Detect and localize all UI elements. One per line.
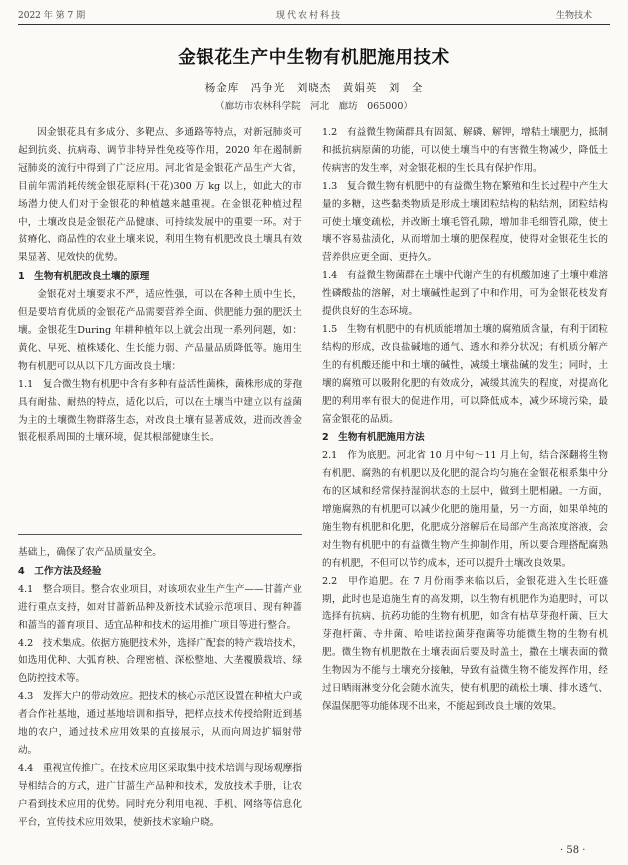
journal-name: 现代农村科技 <box>276 11 343 21</box>
paragraph-1-5: 1.5 生物有机肥中的有机质能增加土壤的腐殖质含量，有利于团粒结构的形成，改良盐碱地的通气、透水和养分状况；有机质分解产生的有机酸还能中和土壤的碱性，减缓土壤盐碱的发生；同时，土壤的腐殖可以吸附化肥的有效成分，减缓其流失的程度，对提高化肥的利用率有很大的促进作用，可以降低成本，减少环境污染，最富金银花的品质。 <box>322 323 608 425</box>
issue-label: 2022 年 第 7 期 <box>18 11 86 21</box>
paragraph-4-3: 4.3 发挥大户的带动效应。把技术的核心示范区设置在种植大户或者合作社基地，通过基地培训和指导，把样点技术传授给附近到基地的农户，通过技术应用效果的直接展示，从而向周边扩辐射带动。 <box>18 691 302 756</box>
paragraph-1-4: 1.4 有益微生物菌群在土壤中代谢产生的有机酸加速了土壤中难溶性磷酸盐的溶解，对土壤碱性起到了中和作用，可为金银花枝发育提供良好的生态环境。 <box>322 270 608 318</box>
right-column <box>322 124 608 716</box>
page-number: · 58 · <box>560 845 586 856</box>
intro-paragraph: 因金银花具有多成分、多靶点、多通路等特点，对新冠肺炎可起到抗炎、抗病毒、调节非特异性免疫等作用，2020 年在遏制新冠肺炎的流行中得到了广泛应用。河北省是金银花产品生产大省，目前年需消耗传统金银花原料(干花)300 万 kg 以上，如此大的市场潜力使人们对于金银花的种植越来越重视。在金银花种植过程中，土壤改良是金银花产品健康、可持续发展中的重要一环。对于贫瘠化、商品性的农业土壤来说，利用生物有机肥改良土壤具有效果显著、见效快的优势。 <box>18 127 302 264</box>
continued-paragraph: 基础上，确保了农产品质量安全。 <box>18 547 162 558</box>
section-heading-2: 2 生物有机肥施用方法 <box>322 432 425 444</box>
left-column-lower <box>18 544 302 832</box>
column-separator-rule <box>18 534 302 535</box>
left-column <box>18 124 302 447</box>
paragraph-4-2: 4.2 技术集成。依据方施肥技术外，选择广配套的特产栽培技术，如选用优种、大弧育秧、合理密植、深松整地、大垄覆膜栽培、绿色防控技术等。 <box>18 637 302 685</box>
running-header <box>0 3 628 21</box>
article-affiliation: （廊坊市农林科学院 河北 廊坊 065000） <box>215 101 413 112</box>
article-authors: 杨金库 冯争光 刘晓杰 黄娟英 刘 全 <box>204 82 424 94</box>
paragraph-2-2: 2.2 甲作追肥。在 7 月份雨季来临以后，金银花进入生长旺盛期，此时也是追施生育的高发期，以生物有机肥作为追肥时，可以选择有抗病、抗药功能的生物有机肥，如含有枯草芽孢杆菌、巨大芽孢杆菌、寺井菌、哈哇诺拉菌芽孢菌等功能微生物的生物有机肥。微生物有机肥散在土壤表面后要及时盖土，撒在土壤表面的微生物因为不能与土壤充分接触，导致有益微生物不能发挥作用，经过日晒雨淋变分化会随水流失，使有机肥的疏松土壤、排水透气、保温保肥等功能体现不出来，不能起到改良土壤的效果。 <box>322 575 608 712</box>
paragraph-1-1: 1.1 复合微生物有机肥中含有多种有益活性菌株，菌株形成的芽孢具有耐盐、耐热的特点，适化以后，可以在土壤当中建立以有益菌为主的土壤微生物群落生态，对改良土壤有显著成效，进而改善金银花根系周围的土壤环境，促其根部健康生长。 <box>18 378 302 444</box>
section-heading-4: 4 工作方法及经验 <box>18 565 102 577</box>
paragraph-4-4: 4.4 重视宣传推广。在技术应用区采取集中技术培训与现场观摩指导相结合的方式，进广甘蔷生产品种和技术，发放技术手册，让农户看到技术应用的优势。同时充分利用电视、手机、网络等信息化平台，宣传技术应用效果，使新技术家喻户晓。 <box>18 762 302 828</box>
section-heading-1: 1 生物有机肥改良土壤的原理 <box>18 271 150 283</box>
section-label: 生物技术 <box>556 11 593 21</box>
paragraph-1-2: 1.2 有益微生物菌群具有固氮、解磷、解钾，增秸土壤肥力，抵制和抵抗病原菌的功能，可以使土壤当中的有害微生物减少，降低土传病害的发生率，对金银花根的生长具有保护作用。 <box>322 127 608 174</box>
paragraph-1-3: 1.3 复合微生物有机肥中的有益微生物在繁殖和生长过程中产生大量的多糖，这些黏类物质是形成土壤团粒结构的粘结剂，团粒结构可使土壤变疏松，并改断土壤毛管孔隙，增加非毛细管孔隙，使土壤不容易盐渍化，从而增加土壤的肥保程度，使得对金银花生长的营养供应更全面、更持久。 <box>322 180 608 264</box>
paragraph-4-1: 4.1 整合项目。整合农业项目，对该项农业生产生产——甘蔷产业进行重点支持，如对甘蔷新品种及新技术试验示范项目、现有种蔷和蔷当的蔷育项目、适宜品种和技术的运用推广项目等进行整合。 <box>18 583 302 631</box>
paragraph-2-1: 2.1 作为底肥。河北省 10 月中旬～11 月上旬，结合深翻将生物有机肥、腐熟的有机肥以及化肥的混合均匀施在金银花根系集中分布的区域和经常保持湿润状态的土层中，做到土肥相融。一方面，增施腐熟的有机肥可以减少化肥的施用量，另一方面，如果单纯的施生物有机肥和化肥，化肥成分溶解后在局部产生高浓度溶液，会对生物有机肥中的有益微生物产生抑制作用，所以要合理搭配腐熟的有机肥，不但可以节约成本，还可以提升土壤改良效果。 <box>322 450 608 569</box>
article-title: 金银花生产中生物有机肥施用技术 <box>178 48 450 68</box>
paragraph-1: 金银花对土壤要求不严，适应性强，可以在各种土质中生长，但是要培育优质的金银花产品需要营养全面、供肥能力强的肥沃土壤。金银花生During 年耕种植年以上就会出现一系列问题，如：黄化、早死、植株矮化、生长能力弱、产品量品质降低等。施用生物有机肥可以从以下几方面改良土壤： <box>18 289 302 372</box>
header-rule <box>18 24 610 25</box>
